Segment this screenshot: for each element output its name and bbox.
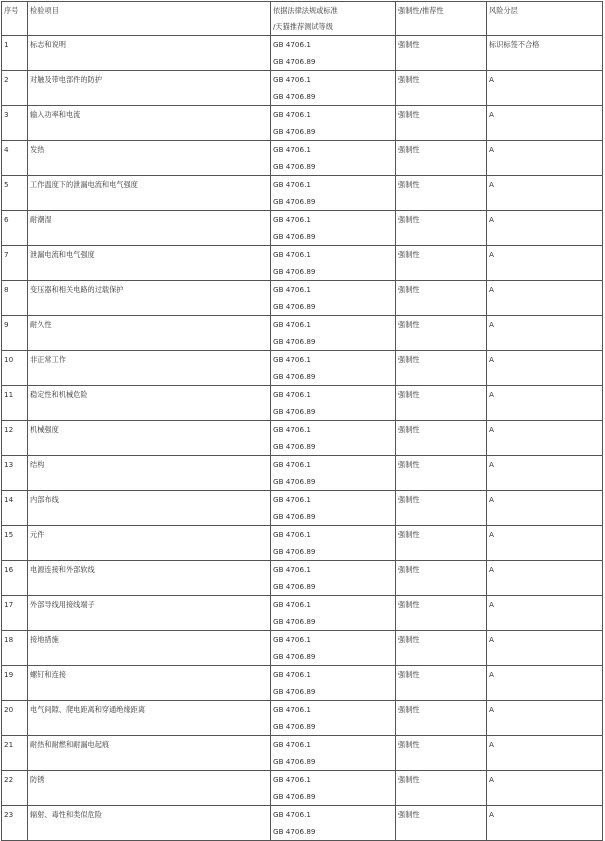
cell-standard	[271, 456, 396, 491]
cell-item: 发热	[28, 141, 271, 176]
table-row	[2, 36, 603, 71]
cell-item: 接地措施	[28, 631, 271, 666]
cell-risk: A	[487, 211, 603, 246]
standard-line1: GB 4706.1	[273, 320, 311, 329]
standard-line2: GB 4706.89	[273, 687, 316, 696]
cell-standard	[271, 176, 396, 211]
cell-standard	[271, 771, 396, 806]
table-row	[2, 806, 603, 841]
cell-item: 结构	[28, 456, 271, 491]
standard-line2: GB 4706.89	[273, 197, 316, 206]
cell-risk: A	[487, 71, 603, 106]
standard-line2: GB 4706.89	[273, 92, 316, 101]
cell-standard	[271, 736, 396, 771]
cell-type: 强制性	[396, 771, 487, 806]
cell-no: 14	[2, 491, 28, 526]
cell-standard	[271, 316, 396, 351]
cell-no: 10	[2, 351, 28, 386]
cell-item: 内部布线	[28, 491, 271, 526]
table-row	[2, 736, 603, 771]
cell-type: 强制性	[396, 71, 487, 106]
table-row	[2, 141, 603, 176]
standard-line1: GB 4706.1	[273, 355, 311, 364]
table-row	[2, 316, 603, 351]
cell-standard	[271, 141, 396, 176]
cell-no: 17	[2, 596, 28, 631]
cell-item: 对触及带电部件的防护	[28, 71, 271, 106]
standard-line1: GB 4706.1	[273, 775, 311, 784]
table-row	[2, 701, 603, 736]
cell-risk: A	[487, 421, 603, 456]
cell-standard	[271, 561, 396, 596]
cell-risk: A	[487, 631, 603, 666]
cell-item: 外部导线用接线端子	[28, 596, 271, 631]
standard-line2: GB 4706.89	[273, 57, 316, 66]
cell-risk: A	[487, 491, 603, 526]
cell-item: 螺钉和连接	[28, 666, 271, 701]
standard-line1: GB 4706.1	[273, 75, 311, 84]
cell-item: 泄漏电流和电气强度	[28, 246, 271, 281]
cell-item: 耐热和耐燃和耐漏电起痕	[28, 736, 271, 771]
table-row	[2, 456, 603, 491]
cell-risk: A	[487, 106, 603, 141]
standard-line2: GB 4706.89	[273, 652, 316, 661]
header-no: 序号	[2, 2, 28, 36]
cell-no: 16	[2, 561, 28, 596]
cell-standard	[271, 281, 396, 316]
table-row	[2, 771, 603, 806]
cell-item: 元件	[28, 526, 271, 561]
cell-standard	[271, 36, 396, 71]
cell-standard	[271, 211, 396, 246]
cell-no: 2	[2, 71, 28, 106]
cell-no: 21	[2, 736, 28, 771]
cell-type: 强制性	[396, 596, 487, 631]
cell-item: 非正常工作	[28, 351, 271, 386]
cell-type: 强制性	[396, 36, 487, 71]
cell-no: 6	[2, 211, 28, 246]
table-row	[2, 561, 603, 596]
standard-line2: GB 4706.89	[273, 337, 316, 346]
cell-risk: A	[487, 736, 603, 771]
table-row	[2, 596, 603, 631]
cell-risk: A	[487, 526, 603, 561]
table-row	[2, 281, 603, 316]
standard-line1: GB 4706.1	[273, 180, 311, 189]
cell-no: 18	[2, 631, 28, 666]
cell-type: 强制性	[396, 561, 487, 596]
standard-line1: GB 4706.1	[273, 215, 311, 224]
cell-standard	[271, 71, 396, 106]
cell-no: 8	[2, 281, 28, 316]
cell-standard	[271, 666, 396, 701]
inspection-table	[1, 1, 603, 841]
cell-standard	[271, 421, 396, 456]
cell-type: 强制性	[396, 351, 487, 386]
header-risk: 风险分层	[487, 2, 603, 36]
standard-line2: GB 4706.89	[273, 582, 316, 591]
cell-type: 强制性	[396, 701, 487, 736]
cell-type: 强制性	[396, 526, 487, 561]
cell-standard	[271, 351, 396, 386]
header-basis-line1: 依据法律法规或标准	[273, 6, 338, 15]
standard-line1: GB 4706.1	[273, 600, 311, 609]
standard-line2: GB 4706.89	[273, 722, 316, 731]
cell-item: 耐久性	[28, 316, 271, 351]
standard-line1: GB 4706.1	[273, 40, 311, 49]
cell-no: 20	[2, 701, 28, 736]
cell-type: 强制性	[396, 106, 487, 141]
cell-standard	[271, 246, 396, 281]
cell-no: 4	[2, 141, 28, 176]
table-row	[2, 421, 603, 456]
standard-line2: GB 4706.89	[273, 372, 316, 381]
standard-line1: GB 4706.1	[273, 810, 311, 819]
table-row	[2, 491, 603, 526]
cell-no: 23	[2, 806, 28, 841]
cell-no: 7	[2, 246, 28, 281]
standard-line2: GB 4706.89	[273, 442, 316, 451]
cell-risk: A	[487, 351, 603, 386]
standard-line1: GB 4706.1	[273, 145, 311, 154]
cell-standard	[271, 806, 396, 841]
cell-risk: 标识标签不合格	[487, 36, 603, 71]
standard-line2: GB 4706.89	[273, 827, 316, 836]
cell-type: 强制性	[396, 806, 487, 841]
standard-line1: GB 4706.1	[273, 635, 311, 644]
table-row	[2, 631, 603, 666]
cell-risk: A	[487, 176, 603, 211]
table-row	[2, 71, 603, 106]
standard-line1: GB 4706.1	[273, 495, 311, 504]
standard-line2: GB 4706.89	[273, 232, 316, 241]
header-row	[2, 2, 603, 36]
cell-type: 强制性	[396, 281, 487, 316]
cell-item: 输入功率和电流	[28, 106, 271, 141]
cell-item: 工作温度下的泄漏电流和电气强度	[28, 176, 271, 211]
cell-type: 强制性	[396, 666, 487, 701]
standard-line1: GB 4706.1	[273, 285, 311, 294]
cell-risk: A	[487, 701, 603, 736]
cell-no: 13	[2, 456, 28, 491]
table-row	[2, 351, 603, 386]
table-row	[2, 386, 603, 421]
standard-line1: GB 4706.1	[273, 110, 311, 119]
cell-no: 9	[2, 316, 28, 351]
cell-type: 强制性	[396, 176, 487, 211]
cell-risk: A	[487, 246, 603, 281]
standard-line2: GB 4706.89	[273, 302, 316, 311]
standard-line2: GB 4706.89	[273, 617, 316, 626]
cell-item: 稳定性和机械危险	[28, 386, 271, 421]
header-type: 强制性/推荐性	[396, 2, 487, 36]
cell-item: 耐潮湿	[28, 211, 271, 246]
cell-no: 5	[2, 176, 28, 211]
table-row	[2, 176, 603, 211]
table-body	[2, 36, 603, 841]
table-row	[2, 211, 603, 246]
cell-no: 3	[2, 106, 28, 141]
cell-no: 19	[2, 666, 28, 701]
cell-type: 强制性	[396, 491, 487, 526]
cell-risk: A	[487, 771, 603, 806]
cell-standard	[271, 491, 396, 526]
standard-line1: GB 4706.1	[273, 530, 311, 539]
standard-line2: GB 4706.89	[273, 267, 316, 276]
cell-type: 强制性	[396, 736, 487, 771]
cell-type: 强制性	[396, 141, 487, 176]
standard-line2: GB 4706.89	[273, 162, 316, 171]
cell-risk: A	[487, 456, 603, 491]
cell-type: 强制性	[396, 386, 487, 421]
cell-risk: A	[487, 561, 603, 596]
cell-risk: A	[487, 666, 603, 701]
cell-no: 11	[2, 386, 28, 421]
table-row	[2, 526, 603, 561]
table-row	[2, 666, 603, 701]
cell-standard	[271, 631, 396, 666]
standard-line2: GB 4706.89	[273, 547, 316, 556]
header-basis-line2: /天猫推荐测试等级	[273, 21, 333, 31]
cell-type: 强制性	[396, 246, 487, 281]
cell-item: 变压器和相关电路的过载保护	[28, 281, 271, 316]
cell-no: 12	[2, 421, 28, 456]
cell-no: 1	[2, 36, 28, 71]
cell-risk: A	[487, 281, 603, 316]
standard-line1: GB 4706.1	[273, 460, 311, 469]
cell-risk: A	[487, 596, 603, 631]
cell-item: 标志和说明	[28, 36, 271, 71]
standard-line2: GB 4706.89	[273, 407, 316, 416]
cell-type: 强制性	[396, 316, 487, 351]
cell-item: 辐射、毒性和类似危险	[28, 806, 271, 841]
cell-item: 电源连接和外部软线	[28, 561, 271, 596]
cell-standard	[271, 526, 396, 561]
standard-line2: GB 4706.89	[273, 512, 316, 521]
cell-standard	[271, 596, 396, 631]
cell-risk: A	[487, 386, 603, 421]
standard-line2: GB 4706.89	[273, 792, 316, 801]
table-row	[2, 246, 603, 281]
cell-type: 强制性	[396, 211, 487, 246]
cell-item: 机械强度	[28, 421, 271, 456]
cell-standard	[271, 386, 396, 421]
standard-line1: GB 4706.1	[273, 250, 311, 259]
cell-risk: A	[487, 316, 603, 351]
cell-item: 电气间隙、爬电距离和穿通绝缘距离	[28, 701, 271, 736]
cell-item: 防锈	[28, 771, 271, 806]
header-item: 检验项目	[28, 2, 271, 36]
standard-line1: GB 4706.1	[273, 425, 311, 434]
standard-line2: GB 4706.89	[273, 127, 316, 136]
cell-no: 15	[2, 526, 28, 561]
standard-line1: GB 4706.1	[273, 670, 311, 679]
cell-risk: A	[487, 141, 603, 176]
standard-line1: GB 4706.1	[273, 390, 311, 399]
header-basis	[271, 2, 396, 36]
cell-type: 强制性	[396, 456, 487, 491]
cell-type: 强制性	[396, 631, 487, 666]
standard-line1: GB 4706.1	[273, 565, 311, 574]
cell-type: 强制性	[396, 421, 487, 456]
standard-line1: GB 4706.1	[273, 705, 311, 714]
cell-risk: A	[487, 806, 603, 841]
standard-line1: GB 4706.1	[273, 740, 311, 749]
cell-no: 22	[2, 771, 28, 806]
standard-line2: GB 4706.89	[273, 757, 316, 766]
cell-standard	[271, 106, 396, 141]
cell-standard	[271, 701, 396, 736]
standard-line2: GB 4706.89	[273, 477, 316, 486]
table-row	[2, 106, 603, 141]
